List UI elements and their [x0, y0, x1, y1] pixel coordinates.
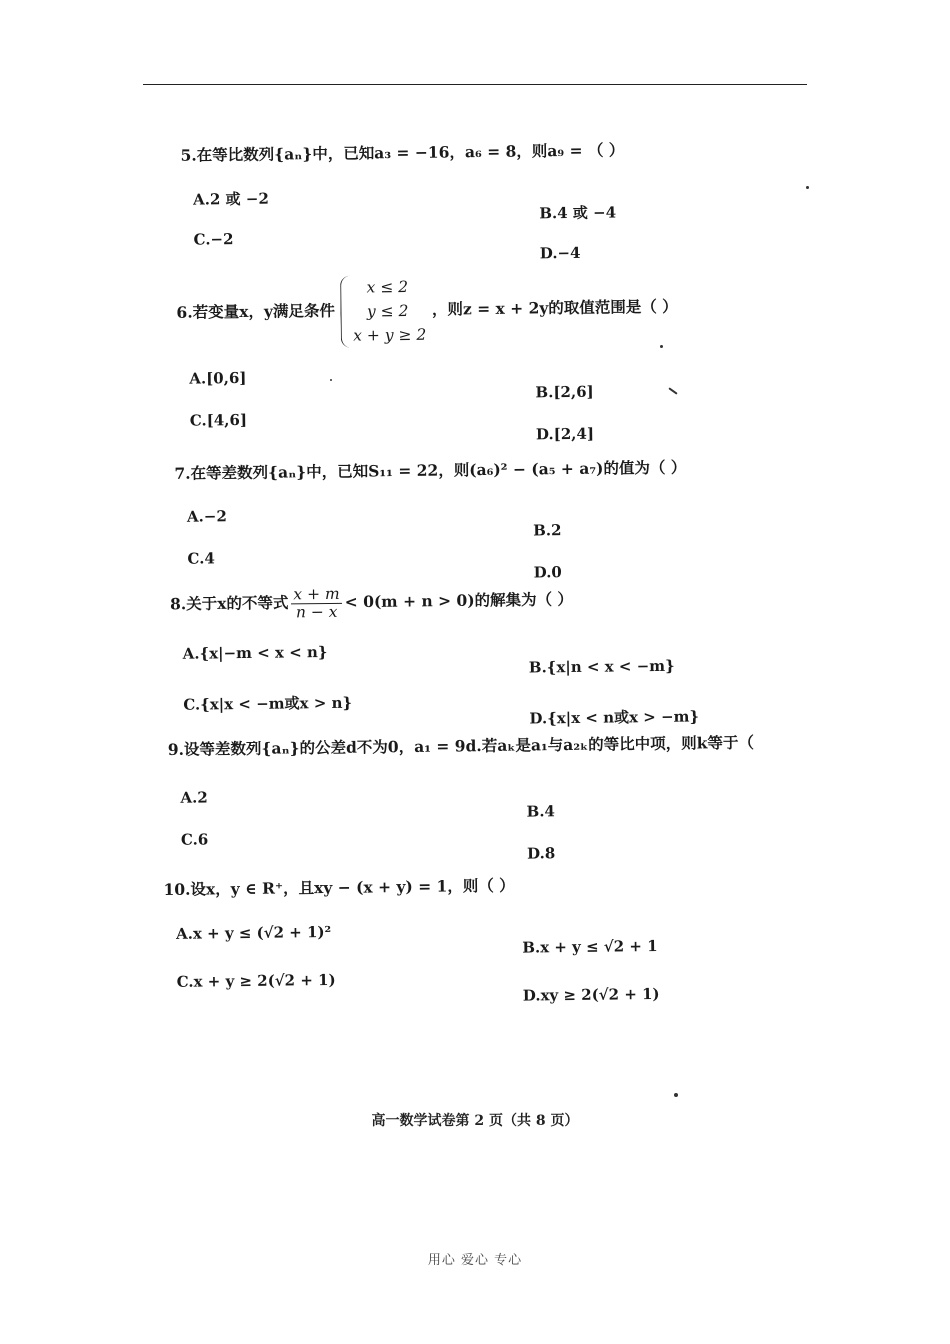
constraint-brace — [340, 276, 352, 348]
question-9-option-a: A.2 — [180, 788, 208, 807]
question-10-option-b: B.x + y ≤ √2 + 1 — [522, 936, 658, 957]
question-10-option-d: D.xy ≥ 2(√2 + 1) — [522, 984, 660, 1005]
question-6-option-a: A.[0,6] — [189, 368, 247, 388]
fraction-numerator: x + m — [291, 586, 341, 605]
question-8-option-a: A.{x|−m < x < n} — [182, 642, 328, 663]
scan-speck — [674, 1093, 678, 1097]
question-5-stem: 5.在等比数列{aₙ}中，已知a₃ = −16，a₆ = 8，则a₉ = （ ） — [180, 140, 625, 165]
question-5-option-c: C.−2 — [193, 230, 234, 249]
constraint-1: x ≤ 2 — [366, 277, 409, 297]
bottom-slogan: 用心 爱心 专心 — [427, 1253, 523, 1268]
inequality-fraction — [291, 586, 342, 622]
question-9-option-d: D.8 — [527, 844, 556, 863]
question-8-stem — [170, 583, 573, 623]
question-8-option-d: D.{x|x < n或x > −m} — [529, 707, 700, 728]
question-5-option-b: B.4 或 −4 — [539, 203, 617, 223]
question-7-stem: 7.在等差数列{aₙ}中，已知S₁₁ = 22，则(a₆)² − (a₅ + a₇)的值为（ ） — [174, 457, 687, 483]
page-footer: 高一数学试卷第 2 页（共 8 页） — [371, 1113, 579, 1129]
question-10-option-a: A.x + y ≤ (√2 + 1)² — [175, 922, 332, 943]
question-10-stem: 10.设x，y ∈ R⁺，且xy − (x + y) = 1，则（ ） — [163, 875, 515, 900]
question-9-stem: 9.设等差数列{aₙ}的公差d不为0，a₁ = 9d.若aₖ是a₁与a₂ₖ的等比中项，则k等于（ — [167, 732, 755, 759]
header-rule — [143, 84, 807, 85]
question-7-option-a: A.−2 — [186, 507, 227, 526]
question-6-option-d: D.[2,4] — [535, 424, 595, 444]
question-8-stem-prefix: 8.关于x的不等式 — [169, 592, 289, 614]
scan-speck — [806, 186, 809, 189]
question-6-stem-prefix: 6.若变量x，y满足条件 — [176, 300, 336, 322]
question-7-option-b: B.2 — [533, 521, 562, 540]
question-6-stem — [176, 272, 678, 350]
constraint-2: y ≤ 2 — [366, 301, 409, 321]
question-6-stem-suffix: ，则z = x + 2y的取值范围是（ ） — [431, 296, 678, 319]
scan-speck — [330, 379, 332, 381]
question-5-option-d: D.−4 — [539, 243, 581, 263]
exam-questions — [160, 102, 813, 1140]
question-5-option-a: A.2 或 −2 — [192, 189, 269, 209]
question-7-option-c: C.4 — [187, 549, 215, 568]
question-8-option-b: B.{x|n < x < −m} — [528, 656, 675, 677]
question-9-option-c: C.6 — [180, 830, 209, 849]
question-6-option-c: C.[4,6] — [189, 410, 248, 430]
question-8-option-c: C.{x|x < −m或x > n} — [183, 693, 353, 714]
question-8-stem-suffix: < 0(m + n > 0)的解集为（ ） — [344, 589, 574, 612]
question-6-option-b: B.[2,6] — [535, 382, 594, 402]
scan-speck — [660, 345, 663, 348]
question-9-option-b: B.4 — [526, 802, 556, 821]
constraint-system — [340, 275, 426, 348]
question-7-option-d: D.0 — [533, 563, 562, 582]
question-10-option-c: C.x + y ≥ 2(√2 + 1) — [176, 970, 336, 991]
fraction-denominator: n − x — [295, 602, 338, 622]
constraint-3: x + y ≥ 2 — [353, 325, 427, 345]
